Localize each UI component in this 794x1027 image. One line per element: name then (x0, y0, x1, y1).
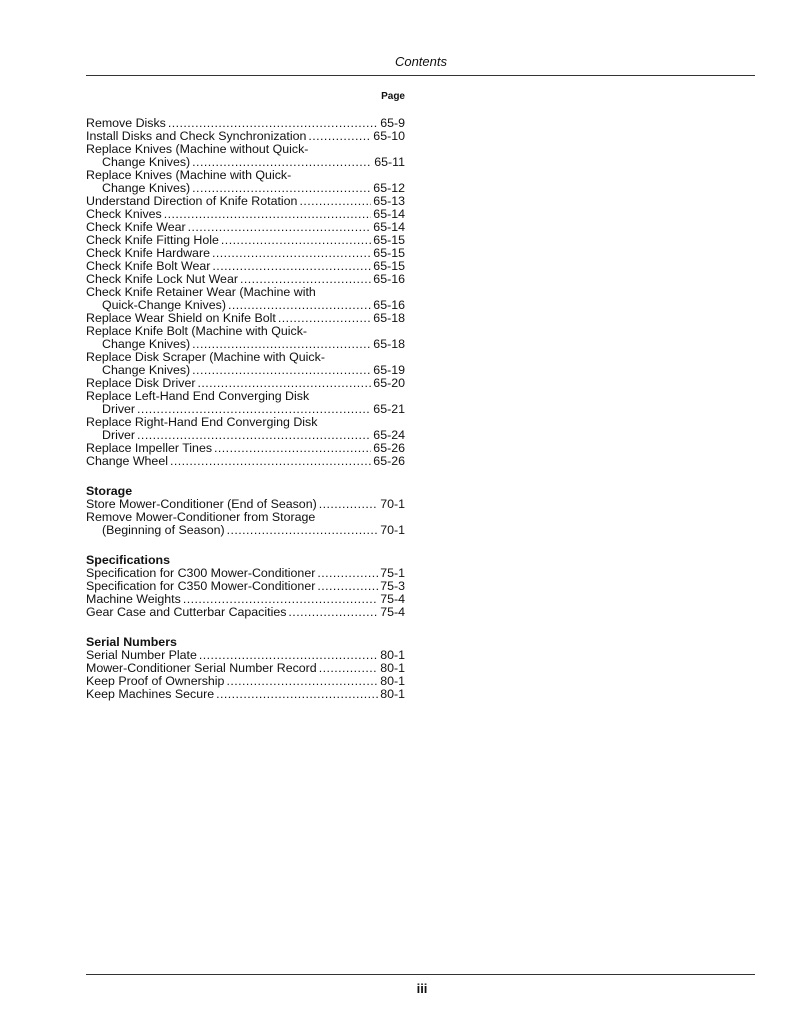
toc-entry-page: 65-15 (373, 259, 405, 273)
dot-leader (214, 442, 371, 455)
toc-entry-title: Remove Disks (86, 116, 166, 130)
toc-entry[interactable] (86, 606, 405, 619)
toc-entry-page: 80-1 (380, 648, 405, 662)
toc-entry-page: 65-11 (374, 155, 405, 169)
toc-entry-title: Machine Weights (86, 592, 181, 606)
toc-entry-title: Replace Disk Driver (86, 376, 196, 390)
toc-entry-title: Mower-Conditioner Serial Number Record (86, 661, 317, 675)
toc-entry-page: 75-4 (380, 592, 405, 606)
toc-entry-title: Driver (102, 428, 136, 442)
toc-entry[interactable] (86, 416, 405, 442)
toc-entry-title: Serial Number Plate (86, 648, 197, 662)
table-of-contents (86, 117, 405, 701)
toc-entry[interactable] (86, 351, 405, 377)
dot-leader (212, 247, 371, 260)
dot-leader (227, 524, 379, 537)
toc-section (86, 554, 405, 619)
toc-entry-title: Quick-Change Knives) (102, 298, 226, 312)
toc-entry-title: Store Mower-Conditioner (End of Season) (86, 497, 317, 511)
header-rule (86, 75, 755, 76)
toc-entry-page: 65-24 (373, 428, 405, 442)
dot-leader (319, 498, 378, 511)
toc-entry-page: 65-21 (373, 402, 405, 416)
toc-entry-title: Keep Machines Secure (86, 687, 215, 701)
toc-entry[interactable] (86, 143, 405, 169)
toc-entry-title: Check Knives (86, 207, 162, 221)
toc-entry-title: Install Disks and Check Synchronization (86, 129, 307, 143)
toc-entry[interactable] (86, 511, 405, 537)
toc-entry-page: 65-19 (373, 363, 405, 377)
page-number: iii (416, 981, 428, 996)
toc-entry-page: 65-10 (373, 129, 405, 143)
toc-entry-title: Replace Left-Hand End Converging Disk (86, 389, 310, 403)
toc-entry[interactable] (86, 286, 405, 312)
toc-entry-page: 65-16 (373, 272, 405, 286)
toc-entry[interactable] (86, 455, 405, 468)
toc-entry[interactable] (86, 688, 405, 701)
toc-entry-page: 65-13 (373, 194, 405, 208)
toc-entry-title: Check Knife Fitting Hole (86, 233, 219, 247)
toc-entry-title: Replace Impeller Tines (86, 441, 213, 455)
dot-leader (308, 130, 371, 143)
toc-entry[interactable] (86, 325, 405, 351)
toc-entry-title: Change Knives) (102, 181, 191, 195)
dot-leader (170, 455, 371, 468)
toc-entry-title: Change Knives) (102, 363, 191, 377)
toc-entry-page: 75-1 (380, 566, 405, 580)
toc-entry-title: Change Knives) (102, 155, 191, 169)
toc-entry-title: Check Knife Retainer Wear (Machine with (86, 285, 316, 299)
toc-entry-page: 65-26 (373, 454, 405, 468)
toc-section (86, 485, 405, 537)
toc-section (86, 636, 405, 701)
toc-entry-title: Replace Knives (Machine without Quick- (86, 142, 309, 156)
toc-entry-page: 75-4 (380, 605, 405, 619)
toc-entry-page: 65-15 (373, 233, 405, 247)
dot-leader (317, 580, 378, 593)
toc-entry-title: Check Knife Wear (86, 220, 186, 234)
toc-entry-title: Specification for C350 Mower-Conditioner (86, 579, 316, 593)
dot-leader (164, 208, 372, 221)
toc-entry-page: 80-1 (380, 674, 405, 688)
toc-entry-page: 65-18 (373, 311, 405, 325)
toc-entry[interactable] (86, 390, 405, 416)
toc-entry-page: 65-26 (373, 441, 405, 455)
toc-entry-page: 65-14 (373, 220, 405, 234)
toc-entry-title: Understand Direction of Knife Rotation (86, 194, 298, 208)
toc-entry-title: (Beginning of Season) (102, 523, 225, 537)
toc-entry-page: 65-15 (373, 246, 405, 260)
toc-entry-page: 65-16 (373, 298, 405, 312)
toc-entry-page: 65-12 (373, 181, 405, 195)
toc-section-title: Serial Numbers (86, 635, 177, 649)
dot-leader (319, 662, 378, 675)
page-header-title: Contents (394, 54, 447, 69)
dot-leader (192, 364, 371, 377)
toc-entry-title: Check Knife Lock Nut Wear (86, 272, 238, 286)
toc-entry-page: 65-14 (373, 207, 405, 221)
toc-entry-title: Driver (102, 402, 136, 416)
toc-entry-title: Keep Proof of Ownership (86, 674, 225, 688)
toc-entry-title: Remove Mower-Conditioner from Storage (86, 510, 316, 524)
toc-entry-page: 70-1 (380, 523, 405, 537)
toc-entry-page: 80-1 (380, 661, 405, 675)
toc-section-title: Storage (86, 484, 133, 498)
toc-entry-title: Replace Knife Bolt (Machine with Quick- (86, 324, 308, 338)
toc-section-title: Specifications (86, 553, 171, 567)
toc-entry-page: 65-9 (380, 116, 405, 130)
toc-entry-page: 65-20 (373, 376, 405, 390)
toc-entry[interactable] (86, 169, 405, 195)
dot-leader (216, 688, 378, 701)
toc-entry-title: Replace Disk Scraper (Machine with Quick- (86, 350, 325, 364)
footer-rule (86, 974, 755, 975)
dot-leader (317, 567, 378, 580)
page-column-label: Page (381, 91, 405, 102)
toc-entry-title: Check Knife Hardware (86, 246, 210, 260)
toc-entry-title: Change Wheel (86, 454, 168, 468)
toc-entry-title: Replace Right-Hand End Converging Disk (86, 415, 318, 429)
toc-entry-title: Change Knives) (102, 337, 191, 351)
dot-leader (221, 234, 371, 247)
toc-entry-title: Replace Wear Shield on Knife Bolt (86, 311, 276, 325)
dot-leader (288, 606, 378, 619)
toc-entry-page: 70-1 (380, 497, 405, 511)
toc-entry-page: 75-3 (380, 579, 405, 593)
toc-section (86, 117, 405, 468)
toc-entry-page: 65-18 (373, 337, 405, 351)
toc-entry-title: Check Knife Bolt Wear (86, 259, 211, 273)
toc-entry-page: 80-1 (380, 687, 405, 701)
dot-leader (299, 195, 371, 208)
dot-leader (226, 675, 378, 688)
toc-entry-title: Specification for C300 Mower-Conditioner (86, 566, 316, 580)
toc-entry-title: Replace Knives (Machine with Quick- (86, 168, 292, 182)
toc-entry-title: Gear Case and Cutterbar Capacities (86, 605, 287, 619)
